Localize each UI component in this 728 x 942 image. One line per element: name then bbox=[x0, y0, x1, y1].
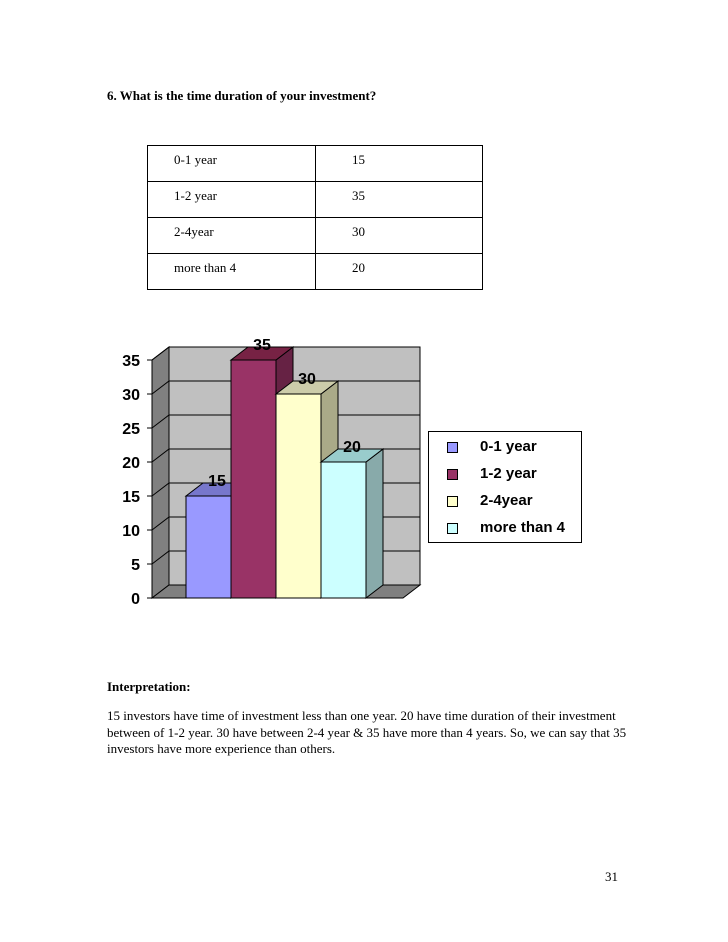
legend-swatch-3 bbox=[447, 523, 458, 534]
y-tick-label: 10 bbox=[122, 523, 140, 540]
table-row bbox=[148, 218, 483, 254]
bar bbox=[231, 360, 276, 598]
interpretation-text: 15 investors have time of investment less than one year. 20 have time duration of their investment between of 1-2 year. 30 have between 2-4 year & 35 have more than 4 years. So, we can say that 35 investors have more experience than others. bbox=[107, 708, 627, 756]
data-label: 30 bbox=[298, 371, 316, 388]
legend-label: 2-4year bbox=[480, 492, 533, 509]
table-cell-label: 0-1 year bbox=[148, 146, 316, 182]
bar bbox=[321, 462, 366, 598]
interpretation-heading: Interpretation: bbox=[107, 679, 191, 694]
legend-label: 0-1 year bbox=[480, 438, 537, 455]
page-number: 31 bbox=[605, 869, 618, 884]
chart-side-wall bbox=[152, 347, 169, 598]
bar bbox=[276, 394, 321, 598]
legend-label: more than 4 bbox=[480, 519, 566, 536]
table-cell-label: more than 4 bbox=[148, 254, 316, 290]
legend-label: 1-2 year bbox=[480, 465, 537, 482]
y-tick-label: 0 bbox=[131, 591, 140, 608]
legend-swatch-1 bbox=[447, 469, 458, 480]
y-tick-label: 35 bbox=[122, 353, 140, 370]
table-cell-value: 35 bbox=[316, 182, 483, 218]
table-cell-value: 20 bbox=[316, 254, 483, 290]
table-cell-label: 2-4year bbox=[148, 218, 316, 254]
y-tick-label: 15 bbox=[122, 489, 140, 506]
chart-legend bbox=[428, 431, 582, 543]
legend-swatch-0 bbox=[447, 442, 458, 453]
question-heading: 6. What is the time duration of your investment? bbox=[107, 88, 377, 103]
y-tick-label: 5 bbox=[131, 557, 140, 574]
table-row bbox=[148, 182, 483, 218]
data-label: 20 bbox=[343, 439, 361, 456]
bar bbox=[186, 496, 231, 598]
table-cell-label: 1-2 year bbox=[148, 182, 316, 218]
y-tick-label: 25 bbox=[122, 421, 140, 438]
response-table bbox=[147, 145, 483, 290]
y-tick-label: 30 bbox=[122, 387, 140, 404]
y-tick-label: 20 bbox=[122, 455, 140, 472]
table-cell-value: 30 bbox=[316, 218, 483, 254]
data-label: 15 bbox=[208, 473, 226, 490]
table-row bbox=[148, 146, 483, 182]
table-row bbox=[148, 254, 483, 290]
bar-side bbox=[366, 449, 383, 598]
bar-chart bbox=[100, 330, 430, 615]
legend-swatch-2 bbox=[447, 496, 458, 507]
table-cell-value: 15 bbox=[316, 146, 483, 182]
data-label: 35 bbox=[253, 337, 271, 354]
